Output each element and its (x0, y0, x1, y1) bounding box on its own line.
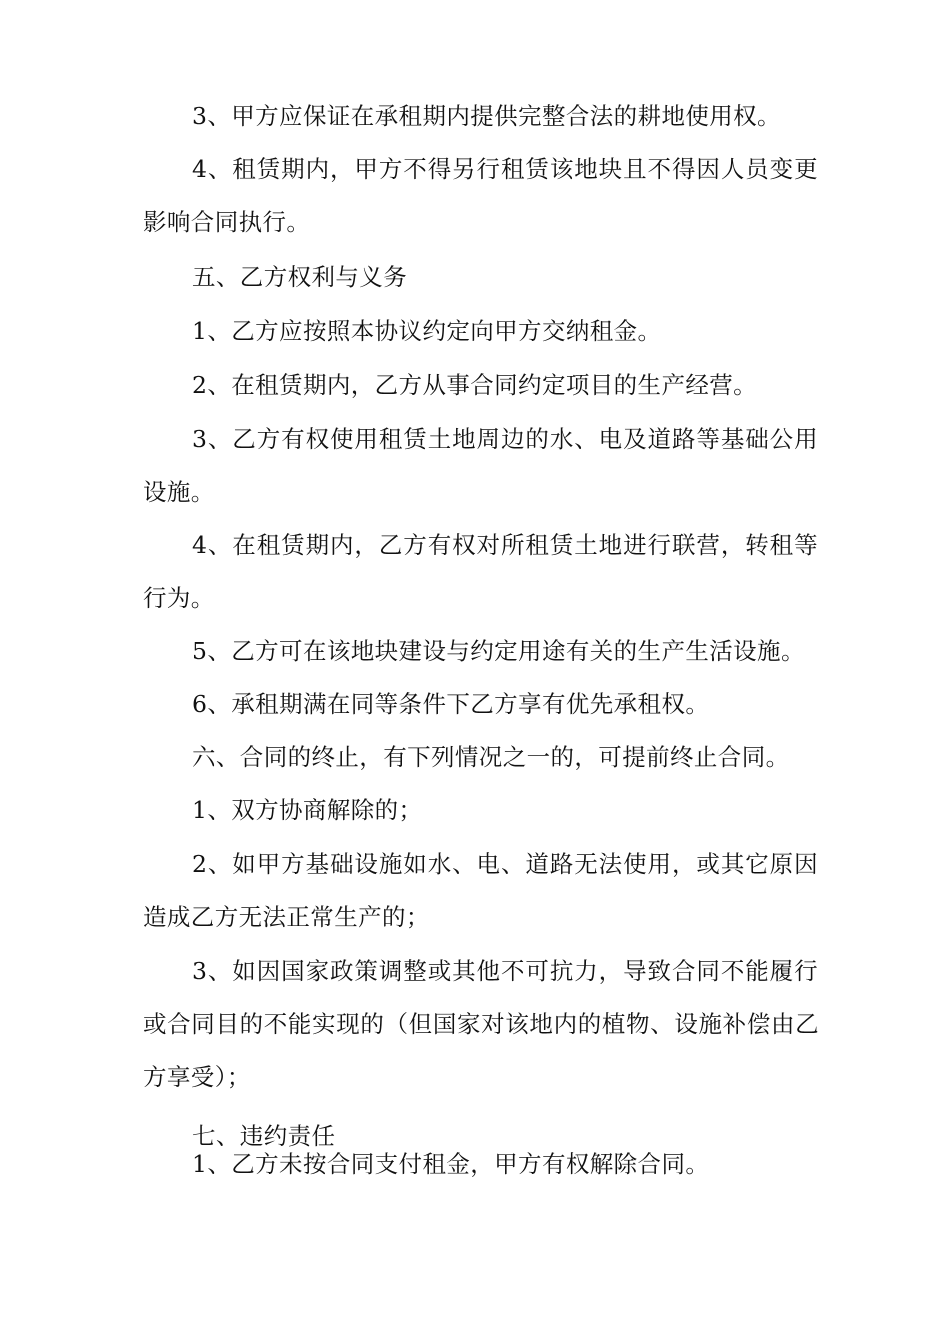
section-heading: 七、违约责任 (192, 1122, 336, 1150)
section-heading: 六、合同的终止，有下列情况之一的，可提前终止合同。 (192, 743, 790, 771)
paragraph-line: 3、甲方应保证在承租期内提供完整合法的耕地使用权。 (192, 102, 781, 130)
paragraph-line: 影响合同执行。 (143, 208, 311, 236)
paragraph-line: 1、双方协商解除的； (192, 796, 423, 824)
paragraph-line: 1、乙方未按合同支付租金，甲方有权解除合同。 (192, 1150, 710, 1178)
paragraph-line: 或合同目的不能实现的（但国家对该地内的植物、设施补偿由乙 (143, 1010, 819, 1038)
paragraph-line: 设施。 (143, 478, 215, 506)
paragraph-line: 3、如因国家政策调整或其他不可抗力，导致合同不能履行 (192, 957, 818, 985)
paragraph-line: 3、乙方有权使用租赁土地周边的水、电及道路等基础公用 (192, 425, 818, 453)
paragraph-line: 4、在租赁期内，乙方有权对所租赁土地进行联营，转租等 (192, 531, 818, 559)
section-heading: 五、乙方权利与义务 (192, 263, 408, 291)
paragraph-line: 造成乙方无法正常生产的； (143, 903, 430, 931)
paragraph-line: 2、在租赁期内，乙方从事合同约定项目的生产经营。 (192, 371, 758, 399)
paragraph-line: 5、乙方可在该地块建设与约定用途有关的生产生活设施。 (192, 637, 805, 665)
paragraph-line: 4、租赁期内，甲方不得另行租赁该地块且不得因人员变更 (192, 155, 818, 183)
paragraph-line: 行为。 (143, 584, 215, 612)
paragraph-line: 1、乙方应按照本协议约定向甲方交纳租金。 (192, 317, 662, 345)
paragraph-line: 6、承租期满在同等条件下乙方享有优先承租权。 (192, 690, 710, 718)
paragraph-line: 方享受）； (143, 1063, 251, 1091)
paragraph-line: 2、如甲方基础设施如水、电、道路无法使用，或其它原因 (192, 850, 818, 878)
